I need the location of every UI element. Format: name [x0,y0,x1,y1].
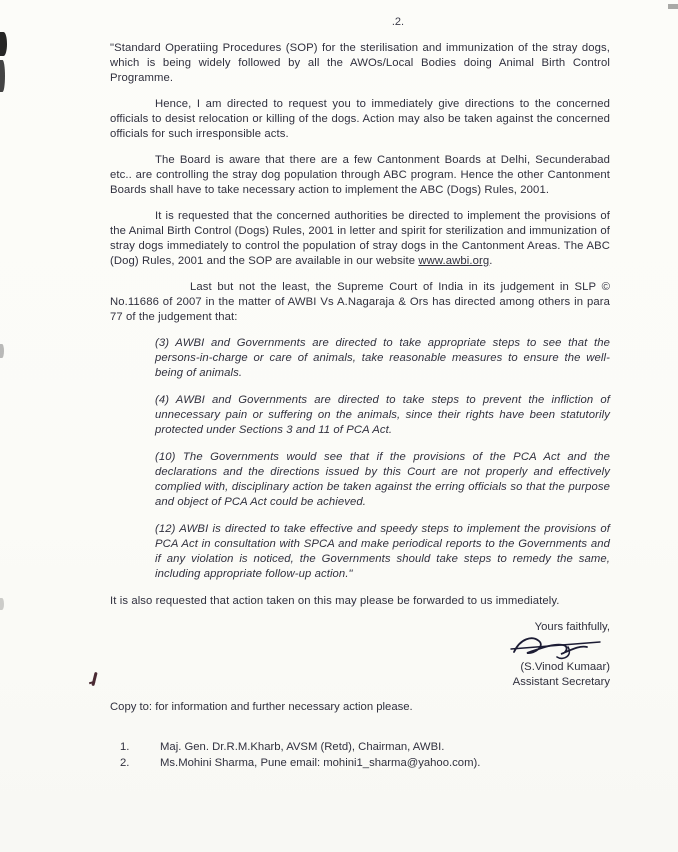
quote-para-4: (4) AWBI and Governments are directed to take steps to prevent the infliction of unnecessary pain or suffering on the animals, since their rights have been statutorily protected under Sections 3 and 11 of PCA Act. [155,394,610,436]
website-link: www.awbi.org [418,255,490,267]
scan-artifact [0,598,4,610]
signatory-title: Assistant Secretary [512,676,610,688]
quote-para-12: (12) AWBI is directed to take effective and speedy steps to implement the provisions of PCA Act in consultation with SPCA and make periodical reports to the Governments and if any violation is noticed, the Governments should take steps to remedy the same, including appropriate follow-up action." [155,523,610,580]
quote-para-3: (3) AWBI and Governments are directed to take appropriate steps to see that the persons-in-charge or care of animals, take reasonable measures to ensure the well-being of animals. [155,337,610,379]
copy-to-item-text: Ms.Mohini Sharma, Pune email: mohini1_sharma@yahoo.com). [160,757,481,769]
paragraph-sop: "Standard Operatiing Procedures (SOP) for the sterilisation and immunization of the stray dogs, which is being widely followed by all the AWOs/Local Bodies doing Animal Birth Control Programme. [110,42,610,84]
paragraph-website [110,209,610,269]
copy-to-item-number: 1. [120,741,130,753]
copy-to-item [110,739,610,755]
signatory-name: (S.Vinod Kumaar) [520,661,610,673]
paragraph-board: The Board is aware that there are a few Cantonment Boards at Delhi, Secunderabad etc.. are controlling the stray dog population through ABC program. Hence the other Cantonment Boards shall have to take necessary action to implement the ABC (Dogs) Rules, 2001. [110,154,610,196]
pen-mark [91,672,97,686]
copy-to-item-number: 2. [120,757,130,769]
scan-artifact [668,4,678,9]
paragraph-supreme-court: Last but not the least, the Supreme Court of India in its judgement in SLP © No.11686 of 2007 in the matter of AWBI Vs A.Nagaraja & Ors has directed among others in para 77 of the judgement that: [110,281,610,323]
copy-to-item-text: Maj. Gen. Dr.R.M.Kharb, AVSM (Retd), Chairman, AWBI. [160,741,445,753]
letter-body [110,16,610,771]
page-number: .2. [391,16,405,28]
paragraph-website-text: It is requested that the concerned authorities be directed to implement the provisions of the Animal Birth Control (Dogs) Rules, 2001 in letter and spirit for sterilization and immunization of stray dogs immediately to control the population of stray dogs in the Cantonment Areas. The ABC (Dog) Rules, 2001 and the SOP are available in our website [110,210,610,267]
valediction: Yours faithfully, [534,621,610,633]
quote-para-10: (10) The Governments would see that if the provisions of the PCA Act and the declarations and the directions issued by this Court are not properly and effectively complied with, disciplinary action be taken against the erring officials so that the purpose and object of PCA Act could be achieved. [155,451,610,508]
copy-to-item [110,755,610,771]
paragraph-hence: Hence, I am directed to request you to immediately give directions to the concerned officials to desist relocation or killing of the dogs. Action may also be taken against the concerned officials for such irresponsible acts. [110,98,610,140]
copy-to-list [110,739,610,771]
paragraph-website-period: . [489,255,493,267]
scan-artifact [0,60,5,92]
scan-artifact [0,344,4,358]
closing-block [110,620,610,690]
copy-to-heading: Copy to: for information and further necessary action please. [110,701,413,713]
signature [508,634,604,660]
paragraph-action-request: It is also requested that action taken on this may please be forwarded to us immediately. [110,595,560,607]
scan-artifact [0,32,7,56]
